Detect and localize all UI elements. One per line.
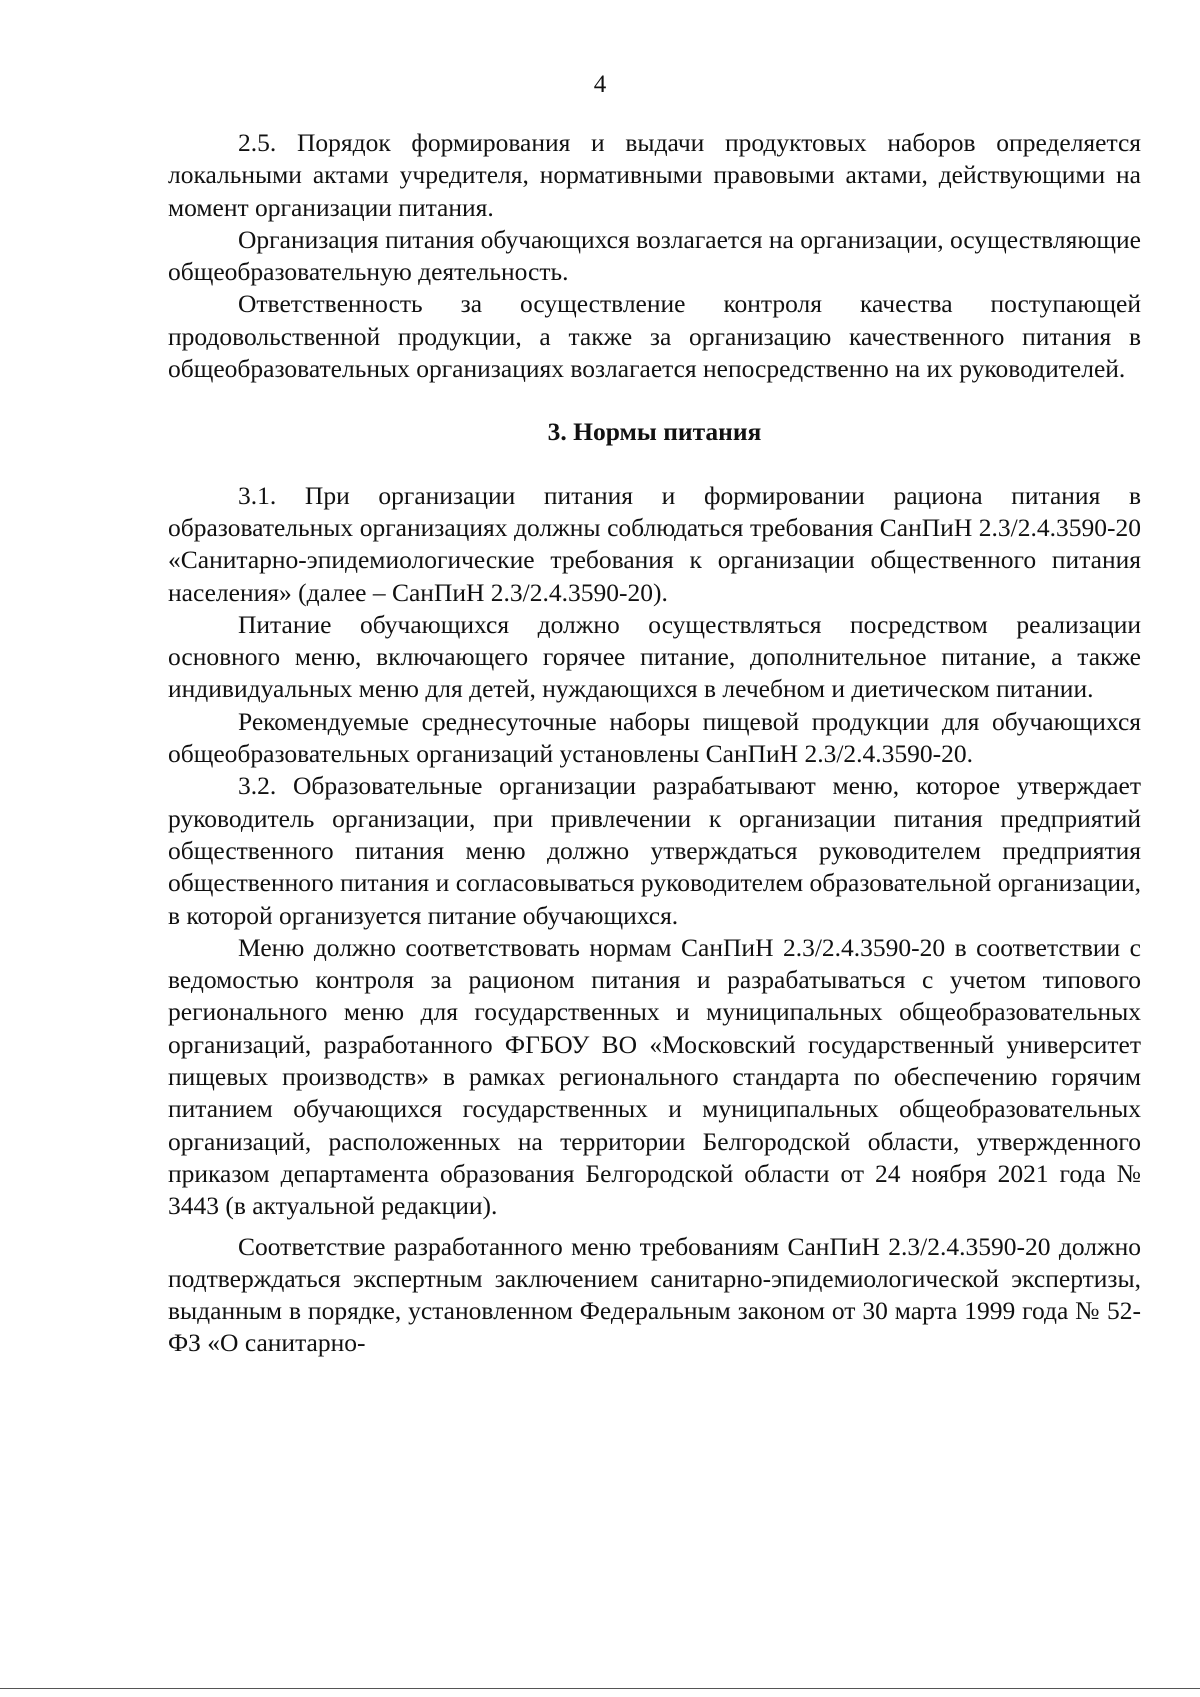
paragraph-meals: Питание обучающихся должно осуществляться посредством реализации основного меню, включающего горячее питание, дополнительное питание, а также индивидуальных меню для детей, нуждающихся в лечебном и диетическом питании. [168,609,1141,704]
page-number: 4 [593,71,607,98]
paragraph-3-1: 3.1. При организации питания и формировании рациона питания в образовательных организациях должны соблюдаться требования СанПиН 2.3/2.4.3590-20 «Санитарно-эпидемиологические требования к организации общественного питания населения» (далее – СанПиН 2.3/2.4.3590-20). [168,480,1141,607]
paragraph-menu-norms: Меню должно соответствовать нормам СанПиН 2.3/2.4.3590-20 в соответствии с ведомостью контроля за рационом питания и разрабатываться с учетом типового регионального меню для государственных и муниципальных общеобразовательных организаций, разработанного ФГБОУ ВО «Московский государственный университет пищевых производств» в рамках регионального стандарта по обеспечению горячим питанием обучающихся государственных и муниципальных общеобразовательных организаций, расположенных на территории Белгородской области, утвержденного приказом департамента образования Белгородской области от 24 ноября 2021 года № 3443 (в актуальной редакции). [168,932,1141,1221]
section-heading: 3. Нормы питания [547,417,762,447]
paragraph-recommended-sets: Рекомендуемые среднесуточные наборы пищевой продукции для обучающихся общеобразовательных организаций установлены СанПиН 2.3/2.4.3590-20. [168,706,1141,769]
paragraph-2-5: 2.5. Порядок формирования и выдачи продуктовых наборов определяется локальными актами учредителя, нормативными правовыми актами, действующими на момент организации питания. [168,128,1141,222]
paragraph-organization: Организация питания обучающихся возлагается на организации, осуществляющие общеобразовательную деятельность. [168,224,1141,287]
document-body [168,127,1141,1360]
paragraph-3-2: 3.2. Образовательные организации разрабатывают меню, которое утверждает руководитель организации, при привлечении к организации питания предприятий общественного питания меню должно утверждаться руководителем предприятия общественного питания и согласовываться руководителем образовательной организации, в которой организуется питание обучающихся. [168,771,1141,930]
paragraph-responsibility: Ответственность за осуществление контроля качества поступающей продовольственной продукции, а также за организацию качественного питания в общеобразовательных организациях возлагается непосредственно на их руководителей. [168,289,1141,384]
paragraph-compliance: Соответствие разработанного меню требованиям СанПиН 2.3/2.4.3590-20 должно подтверждаться экспертным заключением санитарно-эпидемиологической экспертизы, выданным в порядке, установленном Федеральным законом от 30 марта 1999 года № 52-ФЗ «О санитарно- [168,1231,1141,1358]
bottom-rule [0,1688,1200,1689]
